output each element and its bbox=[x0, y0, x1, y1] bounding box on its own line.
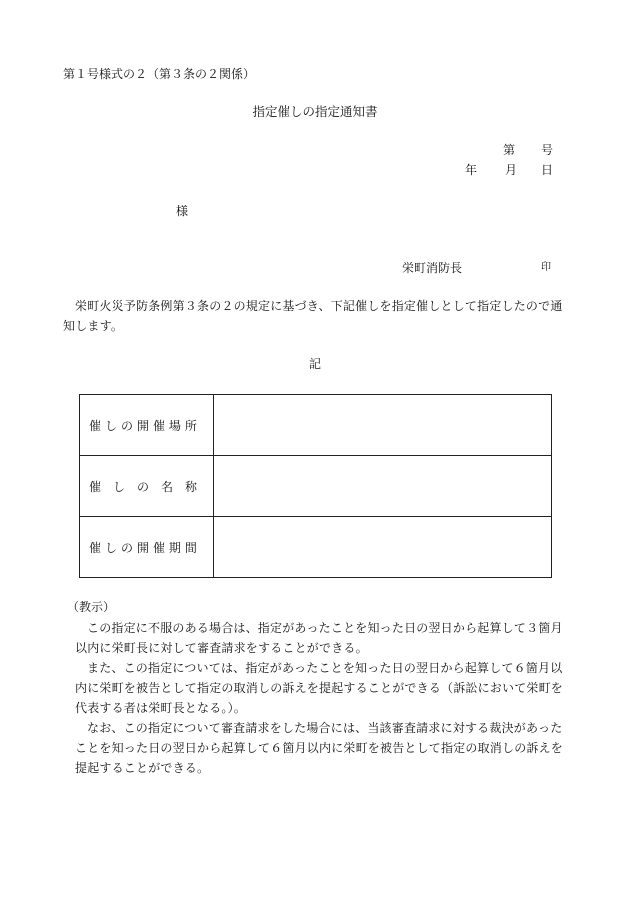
document-title: 指定催しの指定通知書 bbox=[252, 104, 378, 119]
label-char: 名 bbox=[160, 479, 173, 494]
notice-paragraph-1: この指定に不服のある場合は、指定があったことを知った日の翌日から起算して３箇月以内に栄町長に対して審査請求をすることができる。 bbox=[75, 621, 563, 655]
table-row-label bbox=[80, 456, 214, 517]
table-row-label bbox=[80, 395, 214, 456]
table-row bbox=[80, 517, 552, 578]
label-text bbox=[89, 417, 197, 434]
notice-paragraph-2: また、この指定については、指定があったことを知った日の翌日から起算して６箇月以内に栄町を被告として指定の取消しの訴えを提起することができる（訴訟において栄町を代表する者は栄町長となる。）。 bbox=[75, 661, 564, 715]
number-prefix: 第 bbox=[503, 143, 516, 157]
label-char: 催 bbox=[152, 418, 165, 433]
label-char: し bbox=[112, 479, 125, 494]
notice-paragraph-3: なお、この指定について審査請求をした場合には、当該審査請求に対する裁決があったことを知った日の翌日から起算して６箇月以内に栄町を被告として指定の取消しの訴えを提起することができる。 bbox=[75, 721, 564, 775]
event-info-table bbox=[79, 394, 552, 578]
table-row-value[interactable] bbox=[214, 517, 552, 578]
label-text bbox=[89, 539, 197, 556]
table-row-value[interactable] bbox=[214, 456, 552, 517]
label-char: し bbox=[104, 540, 117, 555]
table-row-value[interactable] bbox=[214, 395, 552, 456]
label-char: 催 bbox=[152, 540, 165, 555]
table-row bbox=[80, 395, 552, 456]
seal-mark: 印 bbox=[541, 262, 551, 273]
label-char: 期 bbox=[168, 540, 181, 555]
addressee-suffix: 様 bbox=[176, 204, 189, 218]
label-char: 所 bbox=[184, 418, 197, 433]
form-number: 第１号様式の２（第３条の２関係） bbox=[63, 67, 256, 81]
label-text bbox=[89, 478, 197, 495]
label-char: の bbox=[120, 540, 133, 555]
label-char: の bbox=[120, 418, 133, 433]
label-char: 間 bbox=[184, 540, 197, 555]
date-day-label: 日 bbox=[541, 163, 554, 177]
label-char: 催 bbox=[89, 418, 102, 433]
label-char: 開 bbox=[136, 540, 149, 555]
ki-marker: 記 bbox=[308, 357, 321, 371]
issuer-name: 栄町消防長 bbox=[402, 261, 463, 275]
label-char: 催 bbox=[89, 540, 102, 555]
label-char: 催 bbox=[89, 479, 102, 494]
date-month-label: 月 bbox=[505, 163, 518, 177]
label-char: の bbox=[136, 479, 149, 494]
label-char: し bbox=[104, 418, 117, 433]
label-char: 場 bbox=[168, 418, 181, 433]
date-year-label: 年 bbox=[465, 163, 478, 177]
body-text: 栄町火災予防条例第３条の２の規定に基づき、下記催しを指定催しとして指定したので通知します。 bbox=[63, 299, 563, 333]
label-char: 開 bbox=[136, 418, 149, 433]
number-suffix: 号 bbox=[541, 143, 554, 157]
notice-heading: （教示） bbox=[67, 600, 116, 614]
label-char: 称 bbox=[184, 479, 197, 494]
table-row bbox=[80, 456, 552, 517]
table-row-label bbox=[80, 517, 214, 578]
